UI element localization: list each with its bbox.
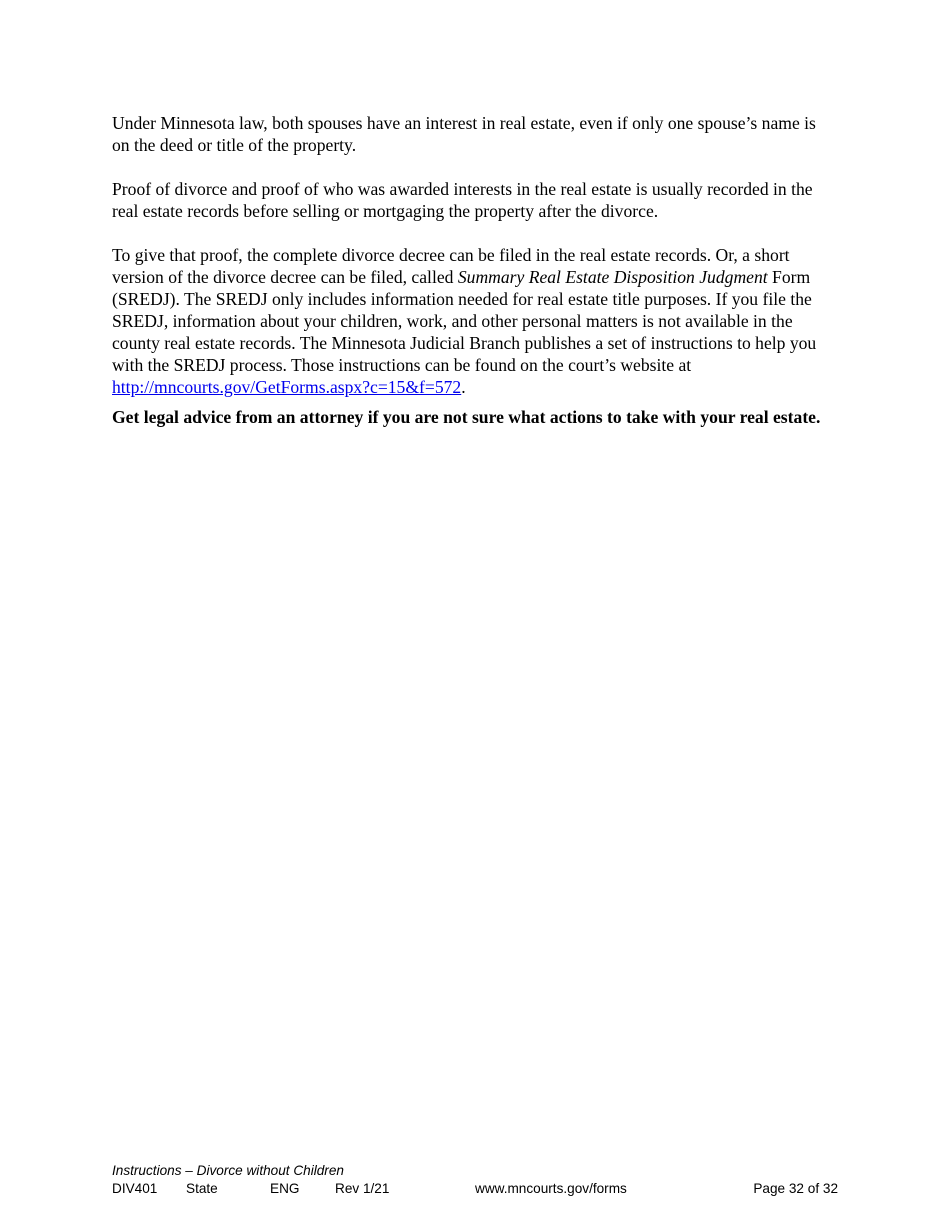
paragraph-proof-of-divorce: Proof of divorce and proof of who was awarded interests in the real estate is usually recorded in the real estate records before selling or mortgaging the property after the divorce.	[112, 179, 813, 221]
footer-revision: Rev 1/21	[335, 1181, 390, 1196]
paragraph-spouse-interest: Under Minnesota law, both spouses have an interest in real estate, even if only one spouse’s name is on the deed or title of the property.	[112, 113, 816, 155]
legal-advice-note: Get legal advice from an attorney if you are not sure what actions to take with your real estate.	[112, 407, 821, 427]
footer-form-code: DIV401	[112, 1181, 158, 1196]
footer-info-row	[112, 1180, 838, 1198]
sredj-text-body: Form (SREDJ). The SREDJ only includes information needed for real estate title purposes. If you file the SREDJ, information about your children, work, and other personal matters is not available in the county real estate records. The Minnesota Judicial Branch publishes a set of instructions to help you with the SREDJ process. Those instructions can be found on the court’s website at	[112, 267, 817, 375]
footer-website: www.mncourts.gov/forms	[475, 1181, 627, 1196]
sredj-instructions-link[interactable]: http://mncourts.gov/GetForms.aspx?c=15&f=572	[112, 377, 462, 397]
footer-document-title: Instructions – Divorce without Children	[112, 1163, 344, 1178]
page-footer	[112, 1162, 838, 1198]
sredj-text-end: .	[461, 377, 466, 397]
footer-page-number: Page 32 of 32	[753, 1181, 838, 1196]
sredj-text-intro: To give that proof, the complete divorce decree can be filed in the real estate records. Or, a short version of the divorce decree can be filed, called	[112, 245, 790, 287]
footer-state: State	[186, 1181, 218, 1196]
footer-language: ENG	[270, 1181, 300, 1196]
sredj-form-name: Summary Real Estate Disposition Judgment	[457, 267, 768, 287]
paragraph-sredj	[112, 244, 832, 398]
